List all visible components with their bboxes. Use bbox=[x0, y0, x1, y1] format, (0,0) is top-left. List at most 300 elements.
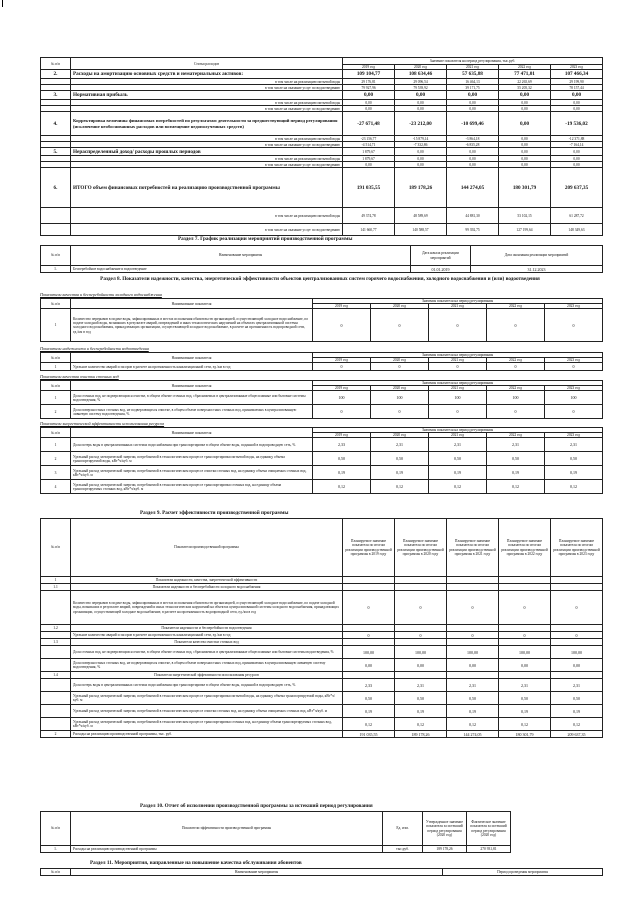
cell-value: 0,50 bbox=[371, 452, 429, 466]
cell-value: 100,00 bbox=[499, 646, 551, 659]
col-header-name: Показатели производственной программы bbox=[71, 519, 343, 577]
cell-value: -15 879,14 bbox=[395, 136, 447, 142]
col-header-fact: Фактическое значение показателя за истекший период регулирования (2020 год) bbox=[467, 812, 511, 846]
cell-value: -27 671,48 bbox=[343, 112, 395, 136]
table-row bbox=[41, 625, 603, 632]
cell-value: 0,00 bbox=[395, 156, 447, 162]
schedule-table bbox=[40, 245, 603, 273]
col-header-num: № п/п bbox=[41, 869, 71, 876]
col-header-period: Период проведения мероприятия bbox=[443, 869, 603, 876]
cell-value bbox=[551, 625, 603, 632]
col-year: 2023 год bbox=[545, 386, 603, 391]
col-header-num: № п/п bbox=[41, 299, 71, 309]
table-row bbox=[41, 591, 603, 625]
col-year: 2022 год bbox=[487, 304, 545, 309]
row-num: 1.3 bbox=[41, 639, 71, 646]
row-label: Удельный расход электрической энергии, потребляемой в технологическом процессе транспортировки сточных вод, на единицу объема транспортируемых сточных вод, кВт*ч/куб. м bbox=[71, 480, 313, 494]
col-year: 2020 год bbox=[371, 304, 429, 309]
row-label: в том числе на оказание услуг по водоотведению bbox=[71, 85, 343, 91]
col-header-name: Наименование показателя bbox=[71, 428, 313, 438]
table-row bbox=[41, 659, 603, 672]
cell-value: 0 bbox=[545, 309, 603, 342]
row-label: Доля потерь воды в централизованных системах водоснабжения при транспортировке в общем объеме воды, поданной в водопроводную сеть, % bbox=[71, 679, 343, 692]
col-header-name: Показатели эффективности производственной программы bbox=[71, 812, 383, 846]
cell-value: 0,00 bbox=[551, 659, 603, 672]
cell-value: 0,00 bbox=[395, 91, 447, 100]
cell-value bbox=[499, 672, 551, 679]
cell-value: 0,00 bbox=[447, 100, 499, 106]
cell-value: 1 879,67 bbox=[343, 148, 395, 156]
cell-value: 0,12 bbox=[395, 718, 447, 731]
cell-value: 191 035,55 bbox=[343, 731, 395, 738]
cell-value: 44 881,30 bbox=[447, 208, 499, 224]
cell-value: 77 471,01 bbox=[499, 70, 551, 79]
cell-value: 0 bbox=[487, 363, 545, 371]
col-year: 2023 год bbox=[545, 433, 603, 438]
cell-value: 0 bbox=[371, 309, 429, 342]
cell-value: 191 035,55 bbox=[343, 168, 395, 208]
cell-value: 0 bbox=[551, 591, 603, 625]
cell-value: 53 102,15 bbox=[499, 208, 551, 224]
row-label: в том числе на реализацию питьевой воды bbox=[71, 136, 343, 142]
cell-value: 0,00 bbox=[447, 106, 499, 112]
cell-value: 100,00 bbox=[395, 646, 447, 659]
cell-value bbox=[551, 639, 603, 646]
cell-value bbox=[447, 639, 499, 646]
cell-value: 0,00 bbox=[395, 659, 447, 672]
cell-value: 0 bbox=[371, 405, 429, 419]
row-num: 4 bbox=[41, 480, 71, 494]
cell-value: 0 bbox=[447, 632, 499, 639]
cell-date: 31.12.2023 bbox=[471, 266, 603, 273]
cell-value: 107 466,34 bbox=[551, 70, 603, 79]
col-header-group: Значения показателя на период регулирования bbox=[313, 299, 603, 304]
cell-value: 141 660,77 bbox=[343, 224, 395, 236]
table-row bbox=[41, 731, 603, 738]
col-header-num: № п/п bbox=[41, 353, 71, 363]
row-label: Расходы на реализацию производственной программы, тыс. руб. bbox=[71, 731, 343, 738]
col-year: 2021 год bbox=[429, 358, 487, 363]
measures-table bbox=[40, 868, 603, 876]
col-header-num: № п/п bbox=[41, 246, 71, 266]
row-num bbox=[41, 692, 71, 705]
row-label: Удельный расход электрической энергии, потребляемой в технологическом процессе очистки сточных вод, на единицу объема очищаемых сточных вод, кВт*ч/куб. м bbox=[71, 466, 313, 480]
row-num: 3 bbox=[41, 466, 71, 480]
row-label: в том числе на реализацию питьевой воды bbox=[71, 208, 343, 224]
row-label: в том числе на оказание услуг по водоотведению bbox=[71, 162, 343, 168]
cell-value: 0,00 bbox=[499, 142, 551, 148]
col-header-name: Наименование мероприятия bbox=[71, 869, 443, 876]
cell-value bbox=[343, 625, 395, 632]
col-year: 2020 год bbox=[371, 358, 429, 363]
cell-value: 0,19 bbox=[343, 705, 395, 718]
cell-value: -19 536,02 bbox=[551, 112, 603, 136]
cell-value bbox=[499, 625, 551, 632]
subsection-title: Показатели качества очистки сточных вод bbox=[40, 374, 119, 379]
cell-value: 140 588,57 bbox=[395, 224, 447, 236]
cell-value bbox=[395, 639, 447, 646]
cell-value: 189 178,26 bbox=[395, 168, 447, 208]
cell-value: 0,12 bbox=[371, 480, 429, 494]
col-header-item: Статьи расходов bbox=[71, 58, 343, 70]
cell-value: 0,00 bbox=[551, 91, 603, 100]
cell-value: 2,31 bbox=[545, 438, 603, 452]
col-year: 2022 год bbox=[499, 65, 551, 70]
row-label: Количество перерывов в подаче воды, зафиксированных в местах исполнения обязательств организацией, осуществляющей холодное водоснабжение, по подаче холодной воды, возникших в результате аварий, повреждений и иных технологических нарушений на объектах централизованной системы холодного водоснабжения, принадлежащих организации, осуществляющей холодное водоснабжение, в расчете на протяженность водопроводной сети, ед./км в год bbox=[71, 309, 313, 342]
row-label: Расходы на амортизацию основных средств и нематериальных активов: bbox=[71, 70, 343, 79]
cell-value: 0,00 bbox=[499, 659, 551, 672]
cell-value: 1 879,67 bbox=[343, 156, 395, 162]
cell-value: 2,31 bbox=[371, 438, 429, 452]
indicator-table bbox=[40, 298, 603, 342]
cell-value bbox=[343, 577, 395, 584]
cell-value: -23 212,00 bbox=[395, 112, 447, 136]
cell-value: 0,00 bbox=[499, 91, 551, 100]
cell-value: 0,00 bbox=[551, 106, 603, 112]
row-num: 3. bbox=[41, 91, 71, 100]
cell-value: -6 835,28 bbox=[447, 142, 499, 148]
cell-value: 0,00 bbox=[395, 106, 447, 112]
table-row bbox=[41, 584, 603, 591]
cell-value: 0,12 bbox=[487, 480, 545, 494]
col-year: 2021 год bbox=[429, 304, 487, 309]
row-label: Удельный расход электрической энергии, потребляемой в технологическом процессе транспортировки питьевой воды, на единицу объема транспортируемой воды, кВт*ч/куб. м bbox=[71, 452, 313, 466]
cell-value: 209 637,35 bbox=[551, 731, 603, 738]
indicator-table bbox=[40, 380, 603, 419]
row-num bbox=[41, 679, 71, 692]
table-row bbox=[41, 718, 603, 731]
indicator-table bbox=[40, 352, 603, 371]
cell-value: 0,00 bbox=[551, 156, 603, 162]
col-year: 2022 год bbox=[487, 358, 545, 363]
cell-value: 99 392,75 bbox=[447, 224, 499, 236]
cell-value: 0,12 bbox=[447, 718, 499, 731]
row-label: ИТОГО объем финансовых потребностей на реализацию производственной программы bbox=[71, 168, 343, 208]
cell-value: 0 bbox=[313, 363, 371, 371]
cell-value: 0,00 bbox=[395, 148, 447, 156]
cell-value: 0,00 bbox=[499, 148, 551, 156]
row-label: Показатели надежности и бесперебойности водоотведения bbox=[71, 625, 343, 632]
section-9-title: Раздел 9. Расчет эффективности производственной программы bbox=[140, 510, 289, 516]
cell-value: 0,00 bbox=[447, 148, 499, 156]
col-header-num: № п/п bbox=[41, 812, 71, 846]
cell-value: 0,50 bbox=[395, 692, 447, 705]
cell-value: 0,00 bbox=[447, 162, 499, 168]
table-row bbox=[41, 480, 603, 494]
table-row bbox=[41, 391, 603, 405]
col-header-end: Дата окончания реализации мероприятий bbox=[471, 246, 603, 266]
cell-value: 0,00 bbox=[551, 100, 603, 106]
cell-value: 0,50 bbox=[499, 692, 551, 705]
cell-value: 100 bbox=[545, 391, 603, 405]
row-label: Удельный расход электрической энергии, потребляемой в технологическом процессе транспортировки сточных вод, на единицу объема транспортируемых сточных вод, кВт*ч/куб. м bbox=[71, 718, 343, 731]
row-num: 4. bbox=[41, 112, 71, 136]
col-year: 2023 год bbox=[545, 358, 603, 363]
cell-value: 0,19 bbox=[545, 466, 603, 480]
table-row bbox=[41, 70, 603, 79]
cell-value bbox=[551, 672, 603, 679]
col-header-group: Значения показателя на период регулирования bbox=[313, 353, 603, 358]
row-label: Количество перерывов в подаче воды, зафиксированных в местах исполнения обязательств организацией, осуществляющей холодное водоснабжение, по подаче холодной воды, возникших в результате аварий, повреждений и иных технологических нарушений на объектах централизованной системы холодного водоснабжения, принадлежащих организации, осуществляющей холодное водоснабжение, в расчете на протяженность водопроводной сети, ед./км в год bbox=[71, 591, 343, 625]
row-label: Корректировка величины финансовых потребностей по результатам деятельности за предшествующий период регулирования (исключение необоснованных расходов или возмещение недополученных средств) bbox=[71, 112, 343, 136]
col-year: 2019 год bbox=[313, 386, 371, 391]
col-header-plan: Планируемое значение показателя по итогам реализации производственной программы в 2021 году bbox=[447, 519, 499, 577]
row-num: 1. bbox=[41, 846, 71, 853]
cell-value bbox=[499, 577, 551, 584]
row-num bbox=[41, 659, 71, 672]
cell-value bbox=[395, 625, 447, 632]
section-7-title: Раздел 7. График реализации мероприятий производственной программы bbox=[178, 236, 353, 242]
cell-value: -7 164,14 bbox=[551, 142, 603, 148]
cell-value: 0,00 bbox=[447, 156, 499, 162]
cell-value: 29 096,54 bbox=[395, 79, 447, 85]
row-num: 1 bbox=[41, 309, 71, 342]
cell-value: 0 bbox=[551, 632, 603, 639]
cell-value: 0 bbox=[545, 405, 603, 419]
row-label: Нормативная прибыль bbox=[71, 91, 343, 100]
col-header-plan: Утвержденное значение показателя за истекший период регулирования (2020 год) bbox=[423, 812, 467, 846]
cell-value: 0,50 bbox=[429, 452, 487, 466]
cell-value: 0,19 bbox=[499, 705, 551, 718]
cell-value: 0 bbox=[343, 591, 395, 625]
row-label: Доля сточных вод, не подвергающихся очистке, в общем объеме сточных вод, сбрасываемых в централизованные общесплавные или бытовые системы водоотведения, % bbox=[71, 391, 313, 405]
row-num: 2. bbox=[41, 70, 71, 79]
col-year: 2022 год bbox=[487, 433, 545, 438]
col-year: 2020 год bbox=[371, 386, 429, 391]
cell-value: 0,50 bbox=[487, 452, 545, 466]
row-num: 1.1 bbox=[41, 584, 71, 591]
col-year: 2023 год bbox=[551, 65, 603, 70]
cell-value: 189 178,26 bbox=[423, 846, 467, 853]
cell-value: 0,00 bbox=[343, 659, 395, 672]
col-header-num: № п/п bbox=[41, 58, 71, 70]
cell-value: 0,00 bbox=[395, 162, 447, 168]
cell-value: 79 539,92 bbox=[395, 85, 447, 91]
table-row bbox=[41, 148, 603, 156]
row-label: в том числе на реализацию питьевой воды bbox=[71, 79, 343, 85]
cell-value: 2,31 bbox=[499, 679, 551, 692]
row-num bbox=[41, 632, 71, 639]
section-10-title: Раздел 10. Отчет об исполнении производственной программы за истекший период регулирования bbox=[140, 803, 373, 809]
cell-value: 0,00 bbox=[343, 100, 395, 106]
cell-value: 0,00 bbox=[395, 100, 447, 106]
row-label: в том числе на оказание услуг по водоотведению bbox=[71, 106, 343, 112]
cell-value: 2,31 bbox=[487, 438, 545, 452]
cell-value: -3 864,18 bbox=[447, 136, 499, 142]
col-header-name: Наименование показателя bbox=[71, 353, 313, 363]
table-header-row bbox=[41, 58, 603, 65]
cell-value: 0 bbox=[343, 632, 395, 639]
col-year: 2021 год bbox=[429, 433, 487, 438]
row-label: в том числе на оказание услуг по водоотведению bbox=[71, 142, 343, 148]
table-row bbox=[41, 692, 603, 705]
table-row bbox=[41, 846, 603, 853]
cell-value: 0,00 bbox=[499, 106, 551, 112]
row-label: Удельное количество аварий и засоров в расчете на протяженность канализационной сети, ед./км в год bbox=[71, 632, 343, 639]
cell-value bbox=[447, 577, 499, 584]
col-header-num: № п/п bbox=[41, 428, 71, 438]
col-year: 2019 год bbox=[343, 65, 395, 70]
cell-value: 2,31 bbox=[447, 679, 499, 692]
col-header-name: Наименование показателя bbox=[71, 299, 313, 309]
cell-value: 0,50 bbox=[313, 452, 371, 466]
cell-value bbox=[343, 672, 395, 679]
cell-value: 0,19 bbox=[551, 705, 603, 718]
cell-value: 148 349,63 bbox=[551, 224, 603, 236]
cell-value: 0 bbox=[447, 591, 499, 625]
cell-value bbox=[499, 639, 551, 646]
cell-value bbox=[343, 584, 395, 591]
col-header-name: Наименование мероприятия bbox=[71, 246, 411, 266]
row-label: Показатели надежности, качества, энергетической эффективности bbox=[71, 577, 343, 584]
cell-value: 144 274,05 bbox=[447, 168, 499, 208]
row-label: Расходы на реализацию производственной программы bbox=[71, 846, 383, 853]
row-label: Доля поверхностных сточных вод, не подвергающихся очистке, в общем объеме поверхностных сточных вод, принимаемых в централизованную ливневую систему водоотведения, % bbox=[71, 659, 343, 672]
cell-value: 0,50 bbox=[551, 692, 603, 705]
row-num: 2 bbox=[41, 731, 71, 738]
cell-date: 01.01.2019 bbox=[411, 266, 471, 273]
cell-value: 100 bbox=[313, 391, 371, 405]
efficiency-table bbox=[40, 518, 603, 738]
cell-value: 100 bbox=[487, 391, 545, 405]
table-row bbox=[41, 705, 603, 718]
cell-value: 0,50 bbox=[447, 692, 499, 705]
row-label: Удельный расход электрической энергии, потребляемой в технологическом процессе очистки сточных вод, на единицу объема очищаемых сточных вод, кВт*ч/куб. м bbox=[71, 705, 343, 718]
cell-value: 0,00 bbox=[447, 659, 499, 672]
cell-value: 0,12 bbox=[313, 480, 371, 494]
cell-value: 0,00 bbox=[499, 136, 551, 142]
cell-value: 0,00 bbox=[551, 162, 603, 168]
cell-value: 270 931,81 bbox=[467, 846, 511, 853]
row-num: 1.4 bbox=[41, 672, 71, 679]
table-row bbox=[41, 452, 603, 466]
cell-value: 0,00 bbox=[343, 162, 395, 168]
cell-value: 55 205,32 bbox=[499, 85, 551, 91]
cell-value: 2,33 bbox=[343, 679, 395, 692]
col-header-plan: Планируемое значение показателя по итогам реализации производственной программы в 2023 году bbox=[551, 519, 603, 577]
table-row bbox=[41, 309, 603, 342]
row-label: в том числе на реализацию питьевой воды bbox=[71, 156, 343, 162]
cell-value: -10 699,46 bbox=[447, 112, 499, 136]
cell-value: 0 bbox=[395, 591, 447, 625]
table-row bbox=[41, 91, 603, 100]
cell-value: 0,19 bbox=[371, 466, 429, 480]
cell-value: 0 bbox=[371, 363, 429, 371]
cell-value: 0,00 bbox=[499, 156, 551, 162]
row-num: 1 bbox=[41, 438, 71, 452]
col-year: 2023 год bbox=[545, 304, 603, 309]
cell-value: 2,31 bbox=[551, 679, 603, 692]
cell-value: 39 171,75 bbox=[447, 85, 499, 91]
cell-value: 127 199,64 bbox=[499, 224, 551, 236]
cell-value bbox=[447, 625, 499, 632]
row-num bbox=[41, 718, 71, 731]
cell-value: 0 bbox=[429, 309, 487, 342]
subsection-title: Показатели надежности и бесперебойности водоотведения bbox=[40, 346, 149, 351]
col-header-plan: Планируемое значение показателя по итогам реализации производственной программы в 2020 году bbox=[395, 519, 447, 577]
col-header-group: Значение показателя на период регулирования, тыс.руб. bbox=[343, 58, 603, 65]
cell-value bbox=[395, 584, 447, 591]
cell-value: 0 bbox=[545, 363, 603, 371]
row-label: Доля сточных вод, не подвергающихся очистке, в общем объеме сточных вод, сбрасываемых в централизованные общесплавные или бытовые системы водоотведения, % bbox=[71, 646, 343, 659]
table-row bbox=[41, 639, 603, 646]
cell-value: 0,00 bbox=[499, 112, 551, 136]
cell-value: -7 332,86 bbox=[395, 142, 447, 148]
table-row bbox=[41, 632, 603, 639]
col-year: 2022 год bbox=[487, 386, 545, 391]
cell-value bbox=[447, 672, 499, 679]
cell-value: 49 374,78 bbox=[343, 208, 395, 224]
col-header-num: № п/п bbox=[41, 381, 71, 391]
col-year: 2020 год bbox=[371, 433, 429, 438]
financial-needs-table bbox=[40, 57, 603, 236]
col-header-unit: Ед. изм. bbox=[383, 812, 423, 846]
row-num: 5. bbox=[41, 148, 71, 156]
cell-value: 2,31 bbox=[429, 438, 487, 452]
row-num: 1 bbox=[41, 363, 71, 371]
cell-value: 0,00 bbox=[499, 100, 551, 106]
cell-value: 0,19 bbox=[447, 705, 499, 718]
table-row bbox=[41, 266, 603, 273]
cell-value bbox=[551, 577, 603, 584]
cell-value: 2,31 bbox=[395, 679, 447, 692]
cell-value: 0 bbox=[499, 632, 551, 639]
cell-value: 0,12 bbox=[343, 718, 395, 731]
cell-value: 100,00 bbox=[447, 646, 499, 659]
cell-value: 0,00 bbox=[499, 162, 551, 168]
table-row bbox=[41, 438, 603, 452]
cell-value: 0,12 bbox=[499, 718, 551, 731]
cell-value: 0,50 bbox=[343, 692, 395, 705]
table-row bbox=[41, 168, 603, 208]
row-num: 1. bbox=[41, 266, 71, 273]
cell-value: 29 176,81 bbox=[343, 79, 395, 85]
subsection-title: Показатели энергетической эффективности использования ресурсов bbox=[40, 421, 165, 426]
cell-value: 100,00 bbox=[343, 646, 395, 659]
row-label: Нераспределенный доход/ расходы прошлых периодов bbox=[71, 148, 343, 156]
cell-value: 0,00 bbox=[343, 91, 395, 100]
col-header-plan: Планируемое значение показателя по итогам реализации производственной программы в 2022 году bbox=[499, 519, 551, 577]
table-row bbox=[41, 405, 603, 419]
col-header-num: № п/п bbox=[41, 519, 71, 577]
cell-value: 0 bbox=[487, 405, 545, 419]
row-label: Показатели качества очистки сточных вод bbox=[71, 639, 343, 646]
cell-value bbox=[343, 639, 395, 646]
cell-value: 0,00 bbox=[551, 148, 603, 156]
cell-value: 144 274,05 bbox=[447, 731, 499, 738]
cell-value: 0 bbox=[429, 363, 487, 371]
row-label: в том числе на оказание услуг по водоотведению bbox=[71, 224, 343, 236]
cell-value bbox=[395, 577, 447, 584]
row-num: 1 bbox=[41, 577, 71, 584]
cell-value: 0,12 bbox=[429, 480, 487, 494]
row-label: Удельное количество аварий и засоров в расчете на протяженность канализационной сети, ед./км в год bbox=[71, 363, 313, 371]
cell-value: 100,00 bbox=[551, 646, 603, 659]
cell-value: 108 634,46 bbox=[395, 70, 447, 79]
row-label: Доля поверхностных сточных вод, не подвергающихся очистке, в общем объеме поверхностных сточных вод, принимаемых в централизованную ливневую систему водоотведения, % bbox=[71, 405, 313, 419]
cell-value: 0 bbox=[429, 405, 487, 419]
table-row bbox=[41, 363, 603, 371]
cell-value: 78 157,44 bbox=[551, 85, 603, 91]
cell-value: 0,19 bbox=[487, 466, 545, 480]
cell-value: 189 178,26 bbox=[395, 731, 447, 738]
cell-value: 0,12 bbox=[545, 480, 603, 494]
table-row bbox=[41, 208, 603, 224]
subsection-title: Показатели качества и бесперебойности холодного водоснабжения bbox=[40, 292, 162, 297]
cell-value: 0,12 bbox=[551, 718, 603, 731]
cell-value: 209 637,35 bbox=[551, 168, 603, 208]
cell-value: 22 265,69 bbox=[499, 79, 551, 85]
